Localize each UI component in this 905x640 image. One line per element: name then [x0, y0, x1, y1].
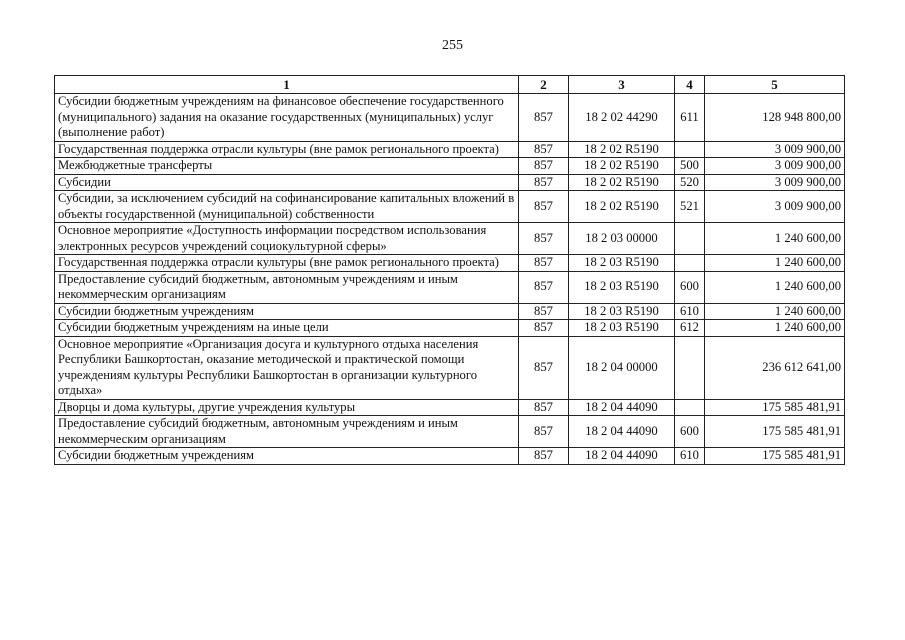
row-amount: 236 612 641,00: [705, 336, 845, 399]
row-expense-type: [675, 336, 705, 399]
row-name: Предоставление субсидий бюджетным, автономным учреждениям и иным некоммерческим организациям: [55, 416, 519, 448]
row-expense-type: 520: [675, 174, 705, 191]
row-name: Субсидии бюджетным учреждениям на иные цели: [55, 320, 519, 337]
row-expense-type: 600: [675, 271, 705, 303]
row-target-article: 18 2 04 44090: [569, 399, 675, 416]
page-number: 255: [442, 38, 463, 53]
row-target-article: 18 2 03 00000: [569, 223, 675, 255]
row-name: Предоставление субсидий бюджетным, автономным учреждениям и иным некоммерческим организациям: [55, 271, 519, 303]
row-amount: 1 240 600,00: [705, 303, 845, 320]
header-col-4: 4: [675, 76, 705, 94]
row-amount: 1 240 600,00: [705, 255, 845, 272]
row-target-article: 18 2 03 R5190: [569, 255, 675, 272]
row-amount: 3 009 900,00: [705, 141, 845, 158]
table-row: [55, 271, 845, 303]
header-col-1: 1: [55, 76, 519, 94]
row-target-article: 18 2 02 44290: [569, 94, 675, 142]
table-row: [55, 223, 845, 255]
table-row: [55, 141, 845, 158]
table-row: [55, 399, 845, 416]
row-name: Субсидии, за исключением субсидий на софинансирование капитальных вложений в объекты государственной (муниципальной) собственности: [55, 191, 519, 223]
row-target-article: 18 2 02 R5190: [569, 191, 675, 223]
row-expense-type: 610: [675, 448, 705, 465]
row-name: Субсидии: [55, 174, 519, 191]
table-row: [55, 191, 845, 223]
table-row: [55, 448, 845, 465]
row-admin-code: 857: [519, 174, 569, 191]
row-admin-code: 857: [519, 158, 569, 175]
row-amount: 3 009 900,00: [705, 191, 845, 223]
row-amount: 1 240 600,00: [705, 271, 845, 303]
row-name: Межбюджетные трансферты: [55, 158, 519, 175]
row-admin-code: 857: [519, 336, 569, 399]
row-admin-code: 857: [519, 448, 569, 465]
row-name: Основное мероприятие «Организация досуга и культурного отдыха населения Республики Башкортостан, оказание методической и практической помощи учреждениям культуры Республики Башкортостан в организации культурного отдыха»: [55, 336, 519, 399]
row-amount: 1 240 600,00: [705, 223, 845, 255]
row-expense-type: [675, 141, 705, 158]
row-expense-type: 610: [675, 303, 705, 320]
row-target-article: 18 2 02 R5190: [569, 141, 675, 158]
table-row: [55, 94, 845, 142]
row-name: Государственная поддержка отрасли культуры (вне рамок регионального проекта): [55, 141, 519, 158]
row-name: Субсидии бюджетным учреждениям: [55, 448, 519, 465]
row-admin-code: 857: [519, 223, 569, 255]
row-amount: 175 585 481,91: [705, 448, 845, 465]
row-target-article: 18 2 04 00000: [569, 336, 675, 399]
row-target-article: 18 2 04 44090: [569, 416, 675, 448]
row-expense-type: 600: [675, 416, 705, 448]
row-target-article: 18 2 02 R5190: [569, 158, 675, 175]
header-col-5: 5: [705, 76, 845, 94]
row-name: Государственная поддержка отрасли культуры (вне рамок регионального проекта): [55, 255, 519, 272]
row-admin-code: 857: [519, 416, 569, 448]
row-target-article: 18 2 03 R5190: [569, 320, 675, 337]
table-row: [55, 255, 845, 272]
table-row: [55, 174, 845, 191]
row-target-article: 18 2 03 R5190: [569, 303, 675, 320]
row-expense-type: [675, 223, 705, 255]
header-col-3: 3: [569, 76, 675, 94]
row-amount: 1 240 600,00: [705, 320, 845, 337]
row-expense-type: [675, 399, 705, 416]
row-admin-code: 857: [519, 271, 569, 303]
row-name: Дворцы и дома культуры, другие учреждения культуры: [55, 399, 519, 416]
row-admin-code: 857: [519, 399, 569, 416]
table-row: [55, 158, 845, 175]
table-row: [55, 320, 845, 337]
header-col-2: 2: [519, 76, 569, 94]
row-target-article: 18 2 03 R5190: [569, 271, 675, 303]
row-expense-type: [675, 255, 705, 272]
row-target-article: 18 2 02 R5190: [569, 174, 675, 191]
row-target-article: 18 2 04 44090: [569, 448, 675, 465]
row-admin-code: 857: [519, 141, 569, 158]
row-name: Субсидии бюджетным учреждениям на финансовое обеспечение государственного (муниципального) задания на оказание государственных (муниципальных) услуг (выполнение работ): [55, 94, 519, 142]
budget-table: [54, 75, 845, 465]
row-expense-type: 612: [675, 320, 705, 337]
row-expense-type: 500: [675, 158, 705, 175]
row-amount: 128 948 800,00: [705, 94, 845, 142]
row-expense-type: 611: [675, 94, 705, 142]
row-name: Субсидии бюджетным учреждениям: [55, 303, 519, 320]
row-amount: 3 009 900,00: [705, 174, 845, 191]
row-expense-type: 521: [675, 191, 705, 223]
row-admin-code: 857: [519, 191, 569, 223]
row-admin-code: 857: [519, 255, 569, 272]
row-admin-code: 857: [519, 320, 569, 337]
table-row: [55, 303, 845, 320]
row-admin-code: 857: [519, 303, 569, 320]
row-amount: 3 009 900,00: [705, 158, 845, 175]
table-row: [55, 416, 845, 448]
row-admin-code: 857: [519, 94, 569, 142]
row-amount: 175 585 481,91: [705, 416, 845, 448]
table-row: [55, 336, 845, 399]
row-name: Основное мероприятие «Доступность информации посредством использования электронных ресурсов учреждений социокультурной сферы»: [55, 223, 519, 255]
row-amount: 175 585 481,91: [705, 399, 845, 416]
header-row: [55, 76, 845, 94]
